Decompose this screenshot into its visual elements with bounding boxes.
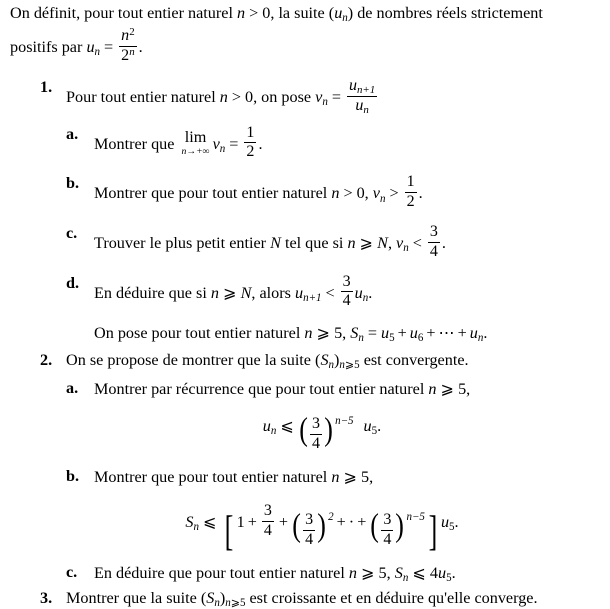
eq1-leq: ⩽ xyxy=(280,417,294,436)
item-1-var-v: v xyxy=(315,88,323,107)
eq1-exponent: n−5 xyxy=(335,415,354,428)
eq2-frac2-num: 3 xyxy=(305,511,314,529)
item-1b-var-v: v xyxy=(372,184,380,203)
item-1b-zero: 0 xyxy=(356,184,365,203)
eq2-frac3-den: 4 xyxy=(383,531,392,549)
item-1b-marker: b. xyxy=(66,174,80,193)
trailing-text-1: On pose pour tout entier naturel xyxy=(94,324,305,343)
intro-fraction-denominator xyxy=(119,46,136,65)
intro-fraction-numerator xyxy=(119,25,136,46)
eq2-rhs-sub: 5 xyxy=(449,521,455,534)
list-item-1a xyxy=(66,125,610,162)
eq2-period: . xyxy=(454,513,459,532)
item-1a-limit-operator xyxy=(182,129,210,156)
item-2c-content xyxy=(94,563,610,583)
eq2-one: 1 xyxy=(236,513,245,532)
eq2-parenthesized-fraction-2: ( $\frac{3}{4}$ ) 2 xyxy=(292,507,334,549)
item-1-num-u: u xyxy=(348,77,357,94)
eq1-inner xyxy=(309,416,323,453)
item-2c-coefficient: 4 xyxy=(429,564,438,583)
eq2-inner-3 xyxy=(380,512,394,549)
intro-equals: = xyxy=(104,38,114,57)
item-3-index-n: n xyxy=(225,597,231,609)
intro-zero: 0 xyxy=(262,4,271,22)
eq2-inner-2 xyxy=(302,512,316,549)
intro-paragraph xyxy=(10,0,610,65)
eq2-lhs-S: S xyxy=(185,513,194,532)
item-1-den-u: u xyxy=(355,96,364,114)
item-1-marker: 1. xyxy=(40,78,53,96)
item-1b-period: . xyxy=(418,184,423,203)
eq2-lhs-sub: n xyxy=(193,521,200,534)
item-1-den-sub: n xyxy=(363,103,369,116)
intro-line-2 xyxy=(10,25,610,65)
trailing-u5-sub: 5 xyxy=(389,332,395,345)
item-1a-var-v-sub: n xyxy=(219,142,226,155)
item-1-trailing-paragraph xyxy=(66,323,610,343)
item-2-marker: 2. xyxy=(40,351,53,370)
eq1-lhs-u: u xyxy=(262,417,271,436)
item-1a-fraction xyxy=(244,125,256,162)
intro-num-exp: 2 xyxy=(129,25,135,38)
item-1b-gt: > xyxy=(343,184,353,203)
item-1b-gt-2: > xyxy=(389,184,399,203)
item-2c-var-S: S xyxy=(394,564,403,583)
trailing-geq: ⩾ xyxy=(316,324,331,343)
item-2b-comma: , xyxy=(369,467,374,486)
item-3-var-S: S xyxy=(206,589,215,608)
item-2a-geq: ⩾ xyxy=(440,380,455,399)
item-2b-text-1: Montrer que pour tout entier naturel xyxy=(94,467,332,486)
item-2c-comma: , xyxy=(386,564,395,583)
intro-den-exp: n xyxy=(129,45,135,58)
item-3-var-S-sub: n xyxy=(214,597,220,609)
eq2-exp-2: 2 xyxy=(328,511,334,524)
item-2-text-1: On se propose de montrer que la suite ( xyxy=(66,351,321,370)
list-item-2 xyxy=(0,351,610,583)
item-1d-var-u2-sub: n xyxy=(362,291,369,304)
eq2-frac1-den: 4 xyxy=(263,521,272,539)
item-1c-var-N2: N xyxy=(377,234,388,253)
item-1c-text-3: , xyxy=(387,234,397,253)
item-2b-var-n: n xyxy=(331,467,340,486)
item-1b-var-n: n xyxy=(331,184,340,203)
item-2c-var-n: n xyxy=(348,564,357,583)
item-2c-five: 5 xyxy=(378,564,387,583)
item-1c-marker: c. xyxy=(66,223,78,242)
item-1d-fraction xyxy=(341,274,353,311)
item-2b-marker: b. xyxy=(66,466,80,485)
item-1-stem xyxy=(66,78,610,115)
item-2c-var-u: u xyxy=(438,564,447,583)
trailing-period: . xyxy=(483,324,488,343)
eq1-period: . xyxy=(377,417,382,436)
item-2b-five: 5 xyxy=(361,467,370,486)
list-item-1c xyxy=(66,224,610,261)
eq2-leq: ⩽ xyxy=(203,513,217,532)
item-1a-frac-num: 1 xyxy=(246,123,255,141)
item-2-var-S: S xyxy=(320,351,329,370)
eq2-frac3-num: 3 xyxy=(383,511,392,529)
item-2c-period: . xyxy=(451,564,456,583)
item-2-index-n: n xyxy=(339,359,345,372)
item-1b-text-2: , xyxy=(364,184,373,203)
item-1c-var-N: N xyxy=(270,234,281,253)
item-1-frac-num xyxy=(347,78,377,96)
item-3-index-geq: ⩾ xyxy=(230,597,240,609)
eq1-frac-den: 4 xyxy=(312,435,321,453)
item-1d-var-u-sub: n+1 xyxy=(303,291,322,304)
item-1d-period: . xyxy=(368,283,373,302)
intro-text-2: , la suite ( xyxy=(270,4,335,22)
intro-text-4: positifs par xyxy=(10,38,87,57)
item-1b-content xyxy=(94,174,610,211)
item-1a-period: . xyxy=(258,134,263,153)
item-1-var-v-sub: n xyxy=(322,96,328,109)
item-1d-var-n: n xyxy=(210,283,219,302)
list-item-2b xyxy=(66,466,610,555)
eq2-middle-dot: · xyxy=(348,513,355,532)
intro-gt: > xyxy=(249,4,259,22)
item-1b-var-v-sub: n xyxy=(379,192,386,205)
item-2-index-group xyxy=(339,359,359,371)
eq2-plus-3: + xyxy=(336,513,346,532)
item-1-num-sub: n+1 xyxy=(356,84,376,97)
item-1d-text-2: , alors xyxy=(251,283,295,302)
trailing-u5: u xyxy=(380,324,390,343)
item-1d-geq: ⩾ xyxy=(222,283,237,302)
item-1d-frac-den: 4 xyxy=(342,292,351,310)
intro-u-def-sub: n xyxy=(94,46,101,59)
item-2-index-geq: ⩾ xyxy=(344,359,355,372)
item-1-sublist xyxy=(66,125,610,344)
eq2-plus-2: + xyxy=(278,513,289,532)
list-item-1b xyxy=(66,174,610,211)
item-1-text-1: Pour tout entier naturel xyxy=(66,88,220,107)
item-2a-var-n: n xyxy=(428,380,437,399)
trailing-plus-2: + xyxy=(426,324,436,343)
item-1d-content xyxy=(94,274,610,311)
item-1b-text-1: Montrer que pour tout entier naturel xyxy=(94,184,332,203)
eq1-frac-num: 3 xyxy=(312,415,321,433)
item-2b-content xyxy=(94,467,610,487)
eq1-lhs-sub: n xyxy=(270,425,277,438)
item-1-frac-den xyxy=(347,96,377,115)
item-2c-var-S-sub: n xyxy=(402,572,409,585)
trailing-text-2: , xyxy=(342,324,351,343)
intro-num-base: n xyxy=(121,27,130,45)
item-3-text-1: Montrer que la suite ( xyxy=(66,589,207,608)
item-1a-marker: a. xyxy=(66,124,79,143)
item-1d-var-u2: u xyxy=(354,283,363,302)
item-2-index-five: 5 xyxy=(354,359,360,372)
item-1a-frac-den: 2 xyxy=(246,143,255,161)
item-1a-text: Montrer que xyxy=(94,134,179,153)
intro-text-1: On définit, pour tout entier naturel xyxy=(10,4,238,22)
item-2a-text-1: Montrer par récurrence que pour tout entier naturel xyxy=(94,380,429,399)
list-item-2a xyxy=(66,379,610,453)
trailing-ellipsis: ⋯ xyxy=(438,324,455,343)
list-item-1d xyxy=(66,274,610,311)
display-equation-1 xyxy=(94,411,610,453)
eq2-frac2-den: 4 xyxy=(305,531,314,549)
item-2a-marker: a. xyxy=(66,379,79,398)
item-1c-text-2: tel que si xyxy=(280,234,348,253)
exercise-list xyxy=(0,78,610,608)
item-3-marker: 3. xyxy=(40,589,53,608)
eq2-rhs-u: u xyxy=(440,513,450,532)
item-2-text-2: est convergente. xyxy=(359,351,469,370)
item-1c-content xyxy=(94,224,610,261)
display-equation-2: $S_n$ ⩽ [ 1 + $\frac{3}{4}$ + ( $\frac{3}{4}$ ) 2 + · + ( $\frac{3}{4}$ ) n−5] $u_5$. xyxy=(185,501,459,555)
trailing-u6: u xyxy=(409,324,418,343)
eq2-parenthesized-fraction-3: ( $\frac{3}{4}$ ) n−5 xyxy=(370,507,425,549)
item-1-gt: > xyxy=(231,88,241,107)
item-2b-geq: ⩾ xyxy=(343,467,358,486)
item-1a-content xyxy=(94,125,610,162)
intro-var-u: u xyxy=(334,4,343,22)
item-1-fraction xyxy=(347,78,377,115)
item-1c-text-1: Trouver le plus petit entier xyxy=(94,234,271,253)
item-3-index-group xyxy=(225,597,245,609)
item-2c-leq: ⩽ xyxy=(412,564,426,583)
trailing-var-S-sub: n xyxy=(358,332,364,345)
item-1b-fraction xyxy=(405,174,417,211)
item-1c-frac-den: 4 xyxy=(429,242,438,260)
intro-u-def: u xyxy=(86,38,95,57)
item-1c-lt: < xyxy=(412,234,422,253)
item-1c-period: . xyxy=(441,234,446,253)
item-1a-var-v: v xyxy=(212,134,220,153)
item-1c-geq: ⩾ xyxy=(359,234,374,253)
intro-var-n: n xyxy=(237,4,246,22)
item-3-stem xyxy=(66,589,610,608)
trailing-un-sub: n xyxy=(477,332,484,345)
item-1c-var-v-sub: n xyxy=(403,242,409,255)
trailing-un: u xyxy=(469,324,478,343)
trailing-u6-sub: 6 xyxy=(417,332,424,345)
item-3-text-2: est croissante et en déduire qu'elle converge. xyxy=(245,589,538,608)
item-3-paren-close: ) xyxy=(219,589,226,608)
intro-text-3: ) de nombres réels strictement xyxy=(347,4,543,22)
item-1d-var-u: u xyxy=(294,283,304,302)
eq1-rhs-u: u xyxy=(363,417,372,436)
item-2c-marker: c. xyxy=(66,563,78,582)
item-1b-frac-num: 1 xyxy=(406,173,415,191)
item-1d-text-1: En déduire que si xyxy=(94,283,211,302)
item-1a-equals: = xyxy=(229,134,239,153)
trailing-five: 5 xyxy=(334,324,343,343)
item-2a-comma: , xyxy=(466,380,471,399)
item-2a-five: 5 xyxy=(458,380,467,399)
item-1c-var-v: v xyxy=(396,234,404,253)
list-item-1 xyxy=(0,78,610,343)
eq2-plus-1: + xyxy=(247,513,257,532)
item-2-stem xyxy=(66,351,610,370)
list-item-2c xyxy=(66,563,610,583)
item-1-trailing-content xyxy=(94,323,610,343)
item-2-sublist xyxy=(66,379,610,583)
eq2-frac1-num: 3 xyxy=(263,501,272,519)
intro-var-u-sub: n xyxy=(342,12,348,25)
item-1-zero: 0 xyxy=(244,88,254,107)
intro-period: . xyxy=(138,38,143,57)
item-1-equals: = xyxy=(331,88,341,107)
list-item-3 xyxy=(0,589,610,608)
intro-line-1 xyxy=(10,0,610,26)
item-2-paren-close: ) xyxy=(334,351,340,370)
trailing-plus-3: + xyxy=(457,324,467,343)
item-1d-marker: d. xyxy=(66,273,80,292)
item-2c-var-u-sub: 5 xyxy=(446,572,452,585)
item-1-text-2: , on pose xyxy=(253,88,316,107)
intro-den-base: 2 xyxy=(121,47,130,65)
item-1a-lim-sub: n→+∞ xyxy=(181,145,210,157)
eq2-fraction-1 xyxy=(262,503,274,540)
eq2-plus-4: + xyxy=(357,513,367,532)
item-1b-frac-den: 2 xyxy=(406,193,415,211)
eq2-fraction-2 xyxy=(303,512,315,549)
trailing-equals: = xyxy=(367,324,377,343)
item-2-var-S-sub: n xyxy=(328,359,335,372)
item-1-var-n: n xyxy=(219,88,228,107)
item-1c-frac-num: 3 xyxy=(429,222,438,240)
item-1d-var-N: N xyxy=(240,283,252,302)
eq1-fraction xyxy=(310,416,322,453)
eq1-rhs-sub: 5 xyxy=(371,425,378,438)
intro-fraction xyxy=(119,25,136,65)
trailing-plus-1: + xyxy=(397,324,407,343)
item-2c-geq: ⩾ xyxy=(360,564,375,583)
item-1d-frac-num: 3 xyxy=(342,272,351,290)
item-1c-fraction xyxy=(428,224,440,261)
trailing-var-n: n xyxy=(304,324,313,343)
item-2a-content xyxy=(94,379,610,399)
item-2c-text-1: En déduire que pour tout entier naturel xyxy=(94,564,349,583)
item-1d-lt: < xyxy=(325,283,335,302)
eq1-parenthesized-fraction: ( $\frac{3}{4}$ ) n−5 xyxy=(299,411,354,453)
item-1c-var-n: n xyxy=(347,234,356,253)
eq2-fraction-3 xyxy=(381,512,393,549)
item-3-index-five: 5 xyxy=(239,597,246,609)
item-1a-lim: lim xyxy=(184,128,207,147)
trailing-var-S: S xyxy=(350,324,359,343)
eq2-exp-3: n−5 xyxy=(406,511,425,524)
